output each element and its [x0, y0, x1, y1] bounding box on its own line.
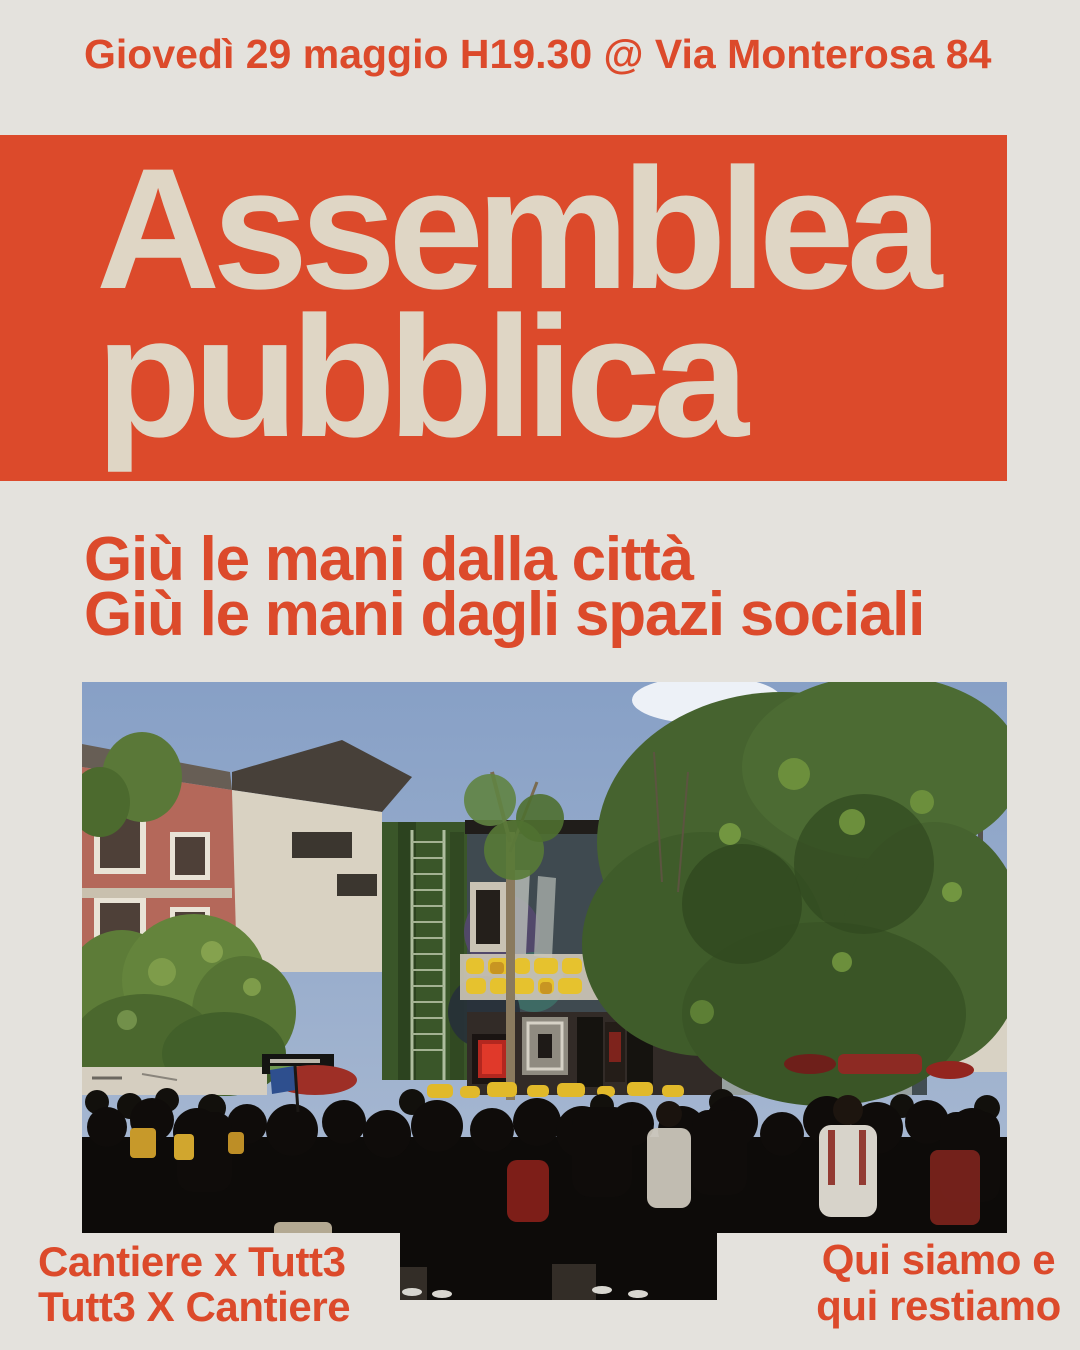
bottom-right-line-1: Qui siamo e [821, 1236, 1056, 1283]
poster-title [96, 133, 935, 473]
bottom-left-caption [0, 1233, 400, 1350]
title-banner [0, 135, 1007, 481]
bottom-left-line-2: Tutt3 X Cantiere [38, 1283, 351, 1330]
poster-subtitle [84, 525, 925, 649]
bottom-right-line-2: qui restiamo [816, 1281, 1061, 1329]
subtitle-line-2: Giù le mani dagli spazi sociali [84, 580, 925, 649]
photo-illustration [82, 682, 1007, 1300]
event-date-location: Giovedì 29 maggio H19.30 @ Via Monterosa 84 [84, 31, 992, 77]
title-line-1: Assemblea [96, 133, 935, 325]
bottom-right-caption [717, 1233, 1080, 1350]
bottom-left-line-1: Cantiere x Tutt3 [38, 1238, 346, 1285]
tree-right [582, 682, 1007, 1106]
ivy-tower-ladder [382, 822, 474, 1080]
title-line-2: pubblica [96, 281, 742, 473]
event-photo [82, 682, 1007, 1300]
subtitle-line-1: Giù le mani dalla città [84, 525, 693, 594]
